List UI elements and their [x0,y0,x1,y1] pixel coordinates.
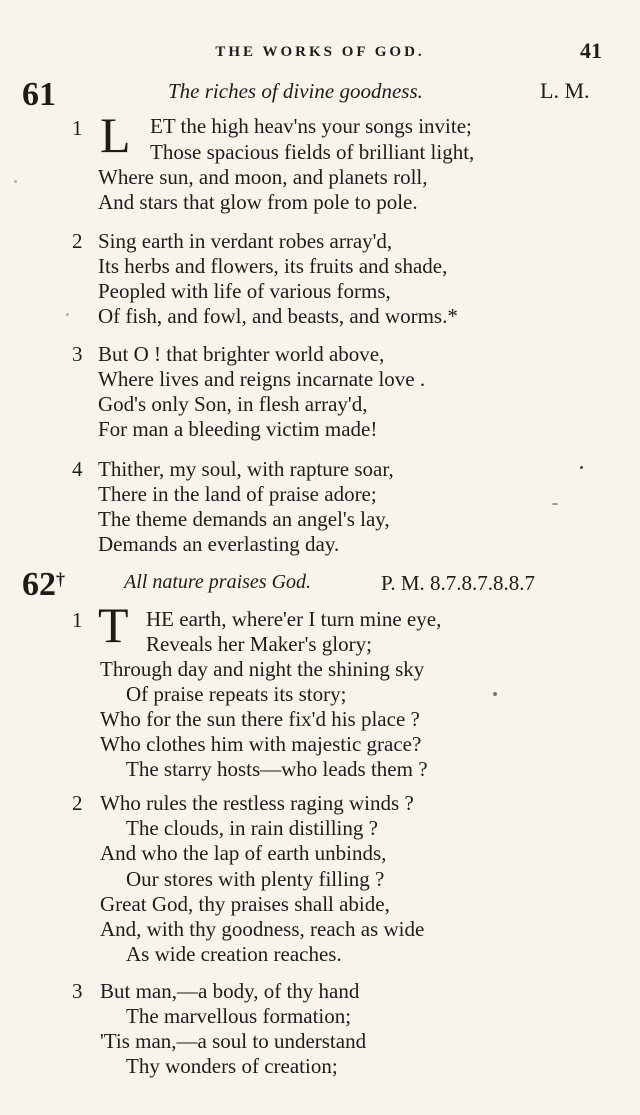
paper-speck [493,692,497,696]
verse-line: And stars that glow from pole to pole. [98,190,418,214]
verse-line: But O ! that brighter world above, [98,342,385,366]
verse-line: The clouds, in rain distilling ? [126,816,378,840]
verse-line: The marvellous formation; [126,1004,352,1028]
drop-cap: T [98,597,129,653]
paper-speck [66,313,69,316]
hymn-62-number [22,568,65,602]
verse-line: The theme demands an angel's lay, [98,507,390,531]
hymn-62-meter: P. M. 8.7.8.7.8.8.7 [381,571,536,595]
stanza-number: 1 [72,116,83,140]
verse-line: And, with thy goodness, reach as wide [100,917,425,941]
verse-line: The starry hosts—who leads them ? [126,757,428,781]
running-head: THE WORKS OF GOD. [215,44,425,60]
verse-line: Who rules the restless raging winds ? [100,791,414,815]
stanza-number: 2 [72,791,83,815]
drop-cap: L [100,107,131,163]
stanza-number: 3 [72,979,83,1003]
hymn-62-title: All nature praises God. [124,571,312,593]
verse-line: Thither, my soul, with rapture soar, [98,457,394,481]
verse-line: Of fish, and fowl, and beasts, and worms.* [98,304,458,328]
stanza-number: 3 [72,342,83,366]
verse-line: Thy wonders of creation; [126,1054,338,1078]
stanza-number: 4 [72,457,83,481]
verse-line: HE earth, where'er I turn mine eye, [146,607,442,631]
verse-line: Of praise repeats its story; [126,682,347,706]
verse-line: There in the land of praise adore; [98,482,377,506]
hymn-61-number: 61 [22,76,56,113]
verse-line: As wide creation reaches. [126,942,342,966]
verse-line: Our stores with plenty filling ? [126,867,385,891]
paper-speck [552,503,558,505]
dagger-mark: † [56,569,65,589]
verse-line: ET the high heav'ns your songs invite; [150,114,472,138]
verse-line: Great God, thy praises shall abide, [100,892,390,916]
verse-line: Demands an everlasting day. [98,532,340,556]
verse-line: God's only Son, in flesh array'd, [98,392,368,416]
verse-line: Where sun, and moon, and planets roll, [98,165,428,189]
verse-line: Those spacious fields of brilliant light, [150,140,475,164]
hymn-62-number-digits: 62 [22,566,56,603]
verse-line: Where lives and reigns incarnate love . [98,367,426,391]
hymn-61-meter: L. M. [540,78,590,103]
verse-line: 'Tis man,—a soul to understand [100,1029,367,1053]
paper-speck [14,180,17,183]
hymn-61-title: The riches of divine goodness. [168,79,423,103]
verse-line: For man a bleeding victim made! [98,417,378,441]
page-number: 41 [580,38,602,63]
verse-line: Reveals her Maker's glory; [146,632,372,656]
stanza-number: 2 [72,229,83,253]
paper-speck [580,466,583,469]
verse-line: But man,—a body, of thy hand [100,979,360,1003]
verse-line: Through day and night the shining sky [100,657,425,681]
verse-line: Who for the sun there fix'd his place ? [100,707,420,731]
verse-line: Sing earth in verdant robes array'd, [98,229,393,253]
verse-line: Who clothes him with majestic grace? [100,732,422,756]
verse-line: And who the lap of earth unbinds, [100,841,387,865]
verse-line: Peopled with life of various forms, [98,279,391,303]
verse-line: Its herbs and flowers, its fruits and shade, [98,254,448,278]
stanza-number: 1 [72,608,83,632]
